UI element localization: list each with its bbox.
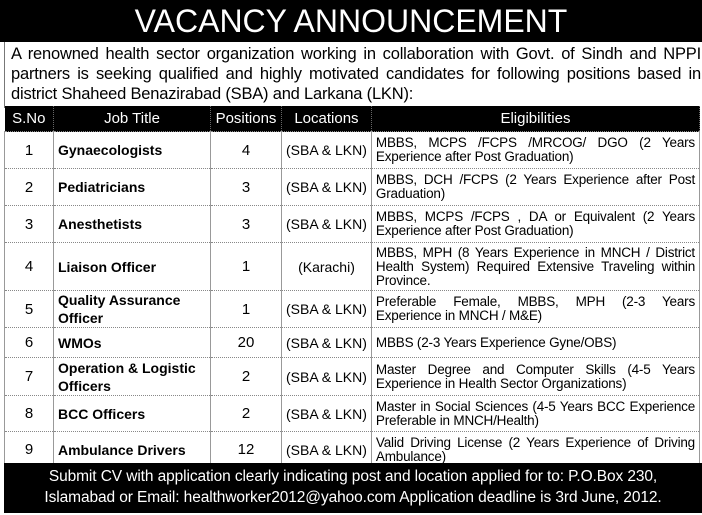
- cell-positions: 1: [211, 243, 282, 291]
- cell-sno: 2: [5, 169, 54, 206]
- cell-job-title: Operation & Logistic Officers: [54, 358, 211, 396]
- cell-sno: 4: [5, 243, 54, 291]
- cell-eligibility: Master Degree and Computer Skills (4-5 Years Experience in Health Sector Organizations): [371, 358, 699, 396]
- cell-positions: 20: [211, 328, 282, 358]
- table-row: [5, 291, 700, 328]
- column-header-positions: Positions: [211, 106, 282, 132]
- column-header-eligibilities: Eligibilities: [371, 106, 699, 132]
- cell-location: (SBA & LKN): [282, 328, 372, 358]
- table-row: [5, 169, 700, 206]
- cell-sno: 3: [5, 206, 54, 243]
- cell-eligibility: Master in Social Sciences (4-5 Years BCC Experience Preferable in MNCH/Health): [371, 396, 699, 432]
- intro-text: A renowned health sector organization working in collaboration with Govt. of Sindh and NPPI partners is seeking qualified and highly motivated candidates for following positions based in district Shaheed Benazirabad (SBA) and Larkana (LKN):: [11, 45, 701, 103]
- cell-eligibility: MBBS, MPH (8 Years Experience in MNCH / District Health System) Required Extensive Traveling within Province.: [371, 243, 699, 291]
- cell-sno: 9: [5, 432, 54, 468]
- table-row: [5, 328, 700, 358]
- cell-eligibility: Preferable Female, MBBS, MPH (2-3 Years Experience in MNCH / M&E): [371, 291, 699, 328]
- cell-job-title: BCC Officers: [54, 396, 211, 432]
- column-header-locations: Locations: [282, 106, 372, 132]
- cell-sno: 1: [5, 132, 54, 169]
- footer-line-2: Islamabad or Email: healthworker2012@yahoo.com Application deadline is 3rd June, 2012.: [44, 489, 662, 506]
- cell-eligibility: MBBS, MCPS /FCPS /MRCOG/ DGO (2 Years Experience after Post Graduation): [371, 132, 699, 169]
- cell-eligibility: MBBS, MCPS /FCPS , DA or Equivalent (2 Years Experience after Post Graduation): [371, 206, 699, 243]
- cell-eligibility: MBBS, DCH /FCPS (2 Years Experience after Post Graduation): [371, 169, 699, 206]
- cell-sno: 5: [5, 291, 54, 328]
- cell-positions: 2: [211, 396, 282, 432]
- table-row: [5, 358, 700, 396]
- column-header-sno: S.No: [5, 106, 54, 132]
- cell-positions: 1: [211, 291, 282, 328]
- table-header-row: [5, 106, 700, 132]
- cell-job-title: Gynaecologists: [54, 132, 211, 169]
- cell-job-title: Anesthetists: [54, 206, 211, 243]
- cell-sno: 6: [5, 328, 54, 358]
- table-row: [5, 243, 700, 291]
- cell-positions: 12: [211, 432, 282, 468]
- cell-job-title: Pediatricians: [54, 169, 211, 206]
- cell-location: (SBA & LKN): [282, 132, 372, 169]
- cell-eligibility: MBBS (2-3 Years Experience Gyne/OBS): [371, 328, 699, 358]
- cell-positions: 3: [211, 169, 282, 206]
- footer-line-1: Submit CV with application clearly indicating post and location applied for to: P.O.Box 230,: [48, 468, 658, 485]
- table-row: [5, 206, 700, 243]
- table-row: [5, 396, 700, 432]
- intro-section: [4, 42, 702, 108]
- cell-job-title: Quality Assurance Officer: [54, 291, 211, 328]
- cell-sno: 8: [5, 396, 54, 432]
- cell-eligibility: Valid Driving License (2 Years Experience of Driving Ambulance): [371, 432, 699, 468]
- cell-location: (SBA & LKN): [282, 396, 372, 432]
- cell-positions: 3: [211, 206, 282, 243]
- cell-job-title: Liaison Officer: [54, 243, 211, 291]
- page-title: VACANCY ANNOUNCEMENT: [0, 0, 702, 42]
- cell-job-title: WMOs: [54, 328, 211, 358]
- cell-location: (SBA & LKN): [282, 206, 372, 243]
- cell-location: (SBA & LKN): [282, 291, 372, 328]
- column-header-job-title: Job Title: [54, 106, 211, 132]
- cell-location: (Karachi): [282, 243, 372, 291]
- cell-location: (SBA & LKN): [282, 432, 372, 468]
- cell-location: (SBA & LKN): [282, 169, 372, 206]
- table-row: [5, 132, 700, 169]
- application-instructions: [4, 463, 702, 513]
- vacancy-table: [4, 106, 700, 468]
- cell-sno: 7: [5, 358, 54, 396]
- cell-location: (SBA & LKN): [282, 358, 372, 396]
- cell-positions: 2: [211, 358, 282, 396]
- cell-positions: 4: [211, 132, 282, 169]
- cell-job-title: Ambulance Drivers: [54, 432, 211, 468]
